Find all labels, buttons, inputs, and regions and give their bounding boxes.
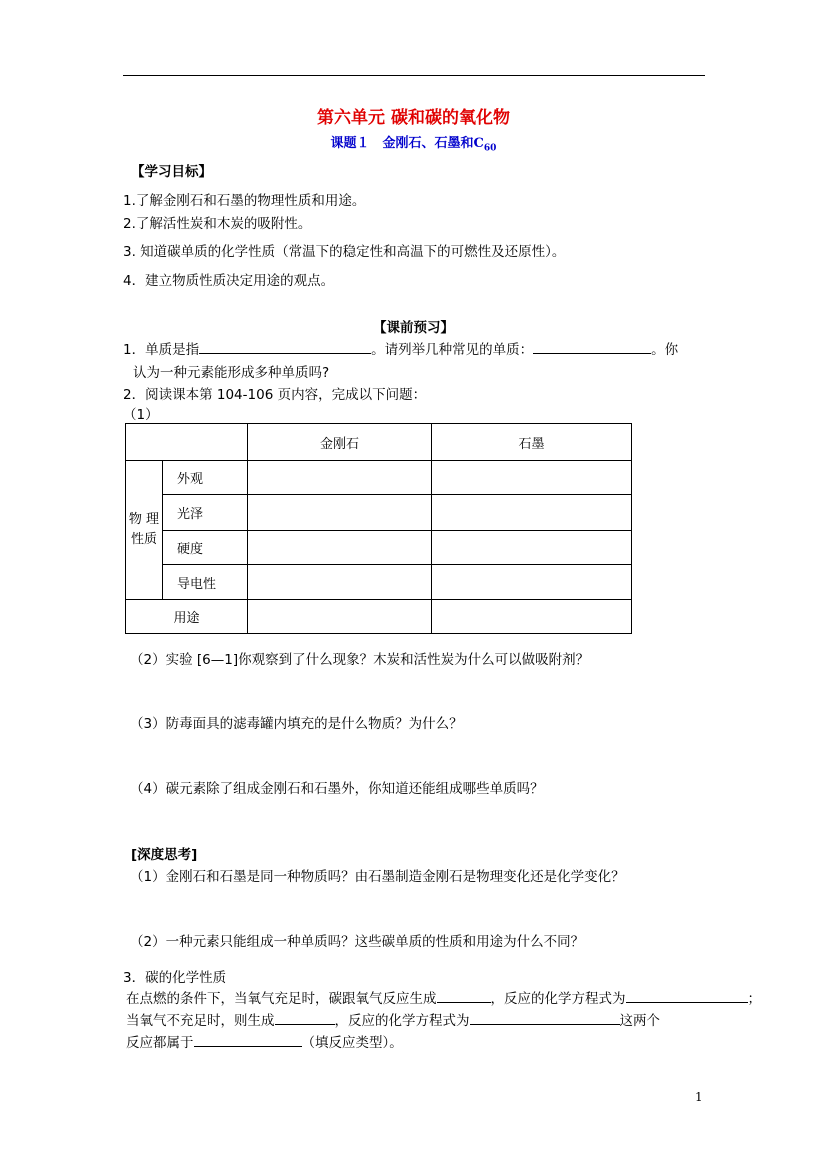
answer-blank[interactable] — [626, 990, 748, 1003]
deep-thinking-heading: [深度思考] — [131, 847, 198, 863]
chem-line-3-text-a: 反应都属于 — [126, 1035, 194, 1051]
preview-q1-continued: 认为一种元素能形成多种单质吗? — [133, 365, 330, 381]
properties-table — [125, 423, 632, 634]
answer-blank[interactable] — [437, 990, 491, 1003]
answer-blank[interactable] — [199, 341, 371, 354]
lesson-subtitle-text: 课题１ 金刚石、石墨和C — [330, 136, 484, 151]
cell-graphite-appearance[interactable] — [432, 461, 632, 495]
chem-line-1-text-c: ； — [747, 991, 761, 1007]
header-rule — [123, 75, 705, 76]
row-label-appearance: 外观 — [163, 461, 248, 495]
cell-graphite-conductivity[interactable] — [432, 565, 632, 600]
row-label-hardness: 硬度 — [163, 531, 248, 565]
preview-q1-text-c: 。你 — [651, 342, 679, 358]
physical-label-line2: 性质 — [130, 532, 157, 547]
physical-label-line1: 物 理 — [128, 512, 160, 527]
chem-line-1-text-a: 在点燃的条件下，当氧气充足时，碳跟氧气反应生成 — [126, 991, 437, 1007]
deep-question-1: （1）金刚石和石墨是同一种物质吗？由石墨制造金刚石是物理变化还是化学变化？ — [130, 869, 625, 885]
header-diamond: 金刚石 — [248, 424, 432, 461]
unit-title: 第六单元 碳和碳的氧化物 — [317, 108, 510, 128]
question-2-3: （3）防毒面具的滤毒罐内填充的是什么物质？为什么？ — [130, 716, 463, 732]
lesson-subtitle-subscript: 60 — [483, 143, 497, 154]
objective-item: 2.了解活性炭和木炭的吸附性。 — [123, 216, 312, 232]
question-2-2: （2）实验 [6—1]你观察到了什么现象？木炭和活性炭为什么可以做吸附剂？ — [130, 652, 590, 668]
row-label-luster: 光泽 — [163, 495, 248, 531]
physical-properties-label — [126, 461, 163, 600]
deep-question-2: （2）一种元素只能组成一种单质吗？这些碳单质的性质和用途为什么不同？ — [130, 934, 585, 950]
chem-properties-heading: 3．碳的化学性质 — [123, 970, 227, 986]
answer-blank[interactable] — [470, 1012, 620, 1025]
chem-line-1 — [126, 987, 761, 1007]
preview-q1 — [123, 338, 678, 358]
answer-blank[interactable] — [194, 1034, 302, 1047]
objective-item: 1.了解金刚石和石墨的物理性质和用途。 — [123, 193, 366, 209]
table-corner-cell — [126, 424, 248, 461]
cell-graphite-usage[interactable] — [432, 600, 632, 634]
chem-line-3-text-b: （填反应类型）。 — [301, 1035, 403, 1051]
cell-diamond-luster[interactable] — [248, 495, 432, 531]
preview-q2: 2．阅读课本第 104-106 页内容，完成以下问题： — [123, 387, 427, 403]
header-graphite: 石墨 — [432, 424, 632, 461]
preview-q1-text-b: 。请列举几种常见的单质： — [371, 342, 534, 358]
cell-diamond-appearance[interactable] — [248, 461, 432, 495]
cell-diamond-hardness[interactable] — [248, 531, 432, 565]
objectives-heading: 【学习目标】 — [131, 164, 212, 180]
page-number: 1 — [695, 1090, 703, 1104]
objective-item: 4．建立物质性质决定用途的观点。 — [123, 273, 335, 289]
lesson-subtitle — [0, 132, 827, 154]
cell-diamond-usage[interactable] — [248, 600, 432, 634]
answer-blank[interactable] — [533, 341, 651, 354]
chem-line-3 — [126, 1031, 403, 1051]
row-label-conductivity: 导电性 — [163, 565, 248, 600]
chem-line-2 — [126, 1009, 660, 1029]
cell-graphite-hardness[interactable] — [432, 531, 632, 565]
preview-heading: 【课前预习】 — [373, 320, 454, 336]
objective-item: 3. 知道碳单质的化学性质（常温下的稳定性和高温下的可燃性及还原性）。 — [123, 244, 566, 260]
chem-line-2-text-c: 这两个 — [619, 1013, 660, 1029]
cell-diamond-conductivity[interactable] — [248, 565, 432, 600]
row-label-usage: 用途 — [126, 600, 248, 634]
preview-q2-sub1: （1） — [123, 407, 159, 423]
question-2-4: （4）碳元素除了组成金刚石和石墨外，你知道还能组成哪些单质吗？ — [130, 781, 544, 797]
chem-line-1-text-b: ，反应的化学方程式为 — [490, 991, 626, 1007]
chem-line-2-text-a: 当氧气不充足时，则生成 — [126, 1013, 275, 1029]
chem-line-2-text-b: ，反应的化学方程式为 — [334, 1013, 470, 1029]
preview-q1-text-a: 1．单质是指 — [123, 342, 200, 358]
cell-graphite-luster[interactable] — [432, 495, 632, 531]
answer-blank[interactable] — [275, 1012, 335, 1025]
